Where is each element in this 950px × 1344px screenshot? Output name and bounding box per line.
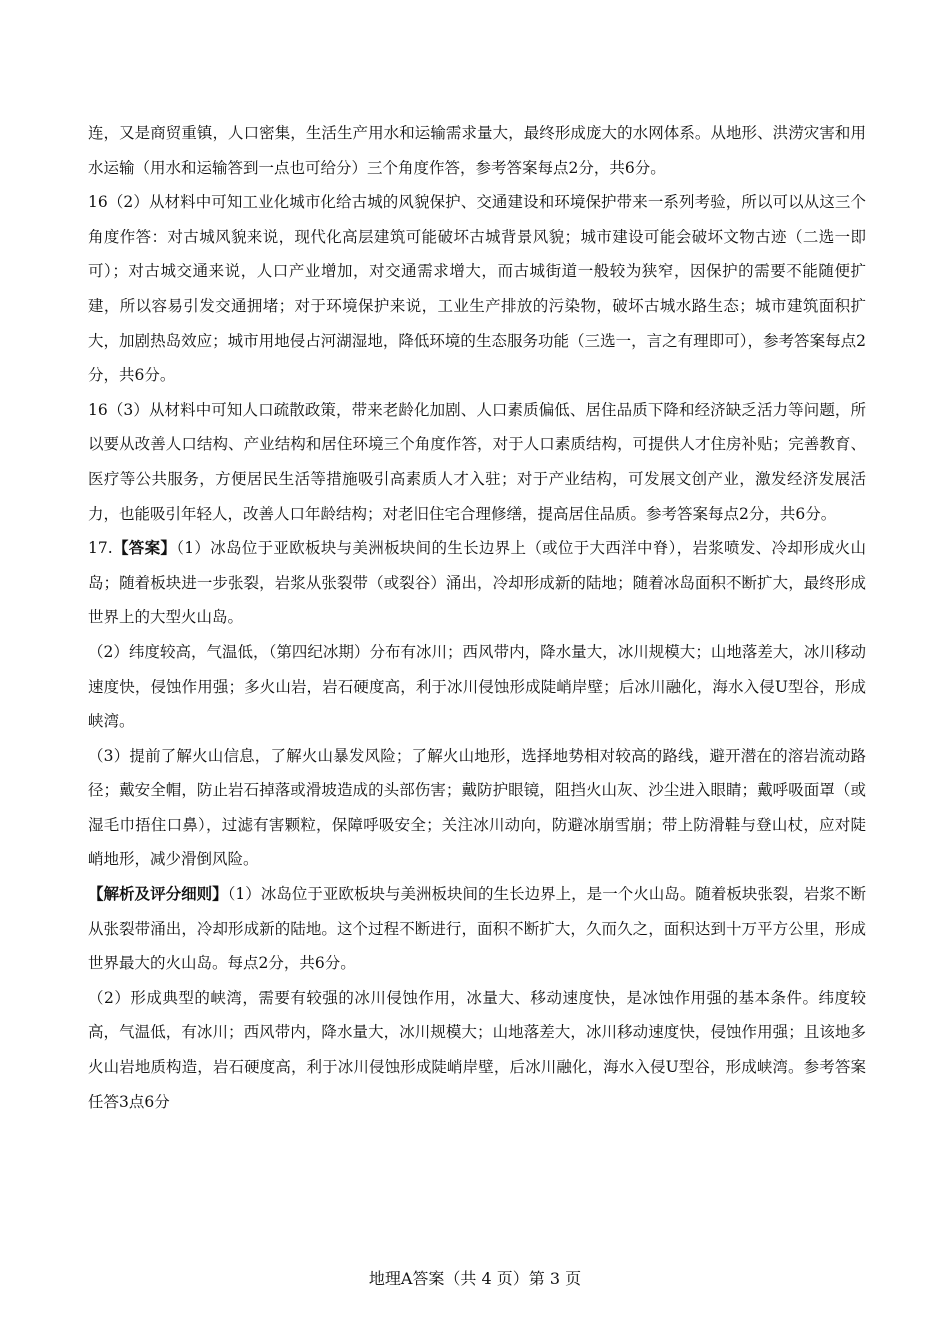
paragraph-16-2: 16（2）从材料中可知工业化城市化给古城的风貌保护、交通建设和环境保护带来一系列考验，所以可以从这三个角度作答：对古城风貌来说，现代化高层建筑可能破坏古城背景风貌；城市建设可能会破坏文物古迹（二选一即可）；对古城交通来说，人口产业增加，对交通需求增大，而古城街道一般较为狭窄，因保护的需要不能随便扩建，所以容易引发交通拥堵；对于环境保护来说，工业生产排放的污染物，破坏古城水路生态；城市建筑面积扩大，加剧热岛效应；城市用地侵占河湖湿地，降低环境的生态服务功能（三选一，言之有理即可），参考答案每点2分，共6分。 xyxy=(88,193,866,385)
paragraph-16-3: 16（3）从材料中可知人口疏散政策，带来老龄化加剧、人口素质偏低、居住品质下降和经济缺乏活力等问题，所以要从改善人口结构、产业结构和居住环境三个角度作答，对于人口素质结构，可提供人才住房补贴；完善教育、医疗等公共服务，方便居民生活等措施吸引高素质人才入驻；对于产业结构，可发展文创产业，激发经济发展活力，也能吸引年轻人，改善人口年龄结构；对老旧住宅合理修缮，提高居住品质。参考答案每点2分，共6分。 xyxy=(88,400,866,523)
paragraph-continuation: 连，又是商贸重镇，人口密集，生活生产用水和运输需求量大，最终形成庞大的水网体系。从地形、洪涝灾害和用水运输（用水和运输答到一点也可给分）三个角度作答，参考答案每点2分，共6分。 xyxy=(88,124,866,177)
paragraph-17-analysis-1 xyxy=(88,877,866,981)
paragraph-17-analysis-2: （2）形成典型的峡湾，需要有较强的冰川侵蚀作用，冰量大、移动速度快，是冰蚀作用强的基本条件。纬度较高，气温低，有冰川；西风带内，降水量大，冰川规模大；山地落差大，冰川移动速度快，侵蚀作用强；且该地多火山岩地质构造，岩石硬度高，利于冰川侵蚀形成陡峭岸壁，后冰川融化，海水入侵U型谷，形成峡湾。参考答案任答3点6分 xyxy=(88,988,866,1111)
paragraph-17-answer-3: （3）提前了解火山信息，了解火山暴发风险；了解火山地形，选择地势相对较高的路线，避开潜在的溶岩流动路径；戴安全帽，防止岩石掉落或滑坡造成的头部伤害；戴防护眼镜，阻挡火山灰、沙尘进入眼睛；戴呼吸面罩（或湿毛巾捂住口鼻），过滤有害颗粒，保障呼吸安全；关注冰川动向，防避冰崩雪崩；带上防滑鞋与登山杖，应对陡峭地形，减少滑倒风险。 xyxy=(88,746,866,869)
page-footer: 地理A答案（共 4 页）第 3 页 xyxy=(368,1269,582,1288)
analysis-tag: 【解析及评分细则】 xyxy=(88,884,228,904)
paragraph-17-answer-2: （2）纬度较高，气温低，（第四纪冰期）分布有冰川；西风带内，降水量大，冰川规模大；山地落差大，冰川移动速度快，侵蚀作用强；多火山岩，岩石硬度高，利于冰川侵蚀形成陡峭岸壁；后冰川融化，海水入侵U型谷，形成峡湾。 xyxy=(88,642,866,731)
document-body xyxy=(88,116,866,1119)
q17-number: 17. xyxy=(88,539,113,558)
paragraph-17-answer-1 xyxy=(88,531,866,635)
q17-answer-1-text: （1）冰岛位于亚欧板块与美洲板块间的生长边界上（或位于大西洋中脊），岩浆喷发、冷却形成火山岛；随着板块进一步张裂，岩浆从张裂带（或裂谷）涌出，冷却形成新的陆地；随着冰岛面积不断扩大，最终形成世界上的大型火山岛。 xyxy=(88,539,866,627)
q17-analysis-1-text: （1）冰岛位于亚欧板块与美洲板块间的生长边界上，是一个火山岛。随着板块张裂，岩浆不断从张裂带涌出，冷却形成新的陆地。这个过程不断进行，面积不断扩大，久而久之，面积达到十万平方公里，形成世界最大的火山岛。每点2分，共6分。 xyxy=(88,885,866,973)
answer-tag: 【答案】 xyxy=(112,538,177,558)
